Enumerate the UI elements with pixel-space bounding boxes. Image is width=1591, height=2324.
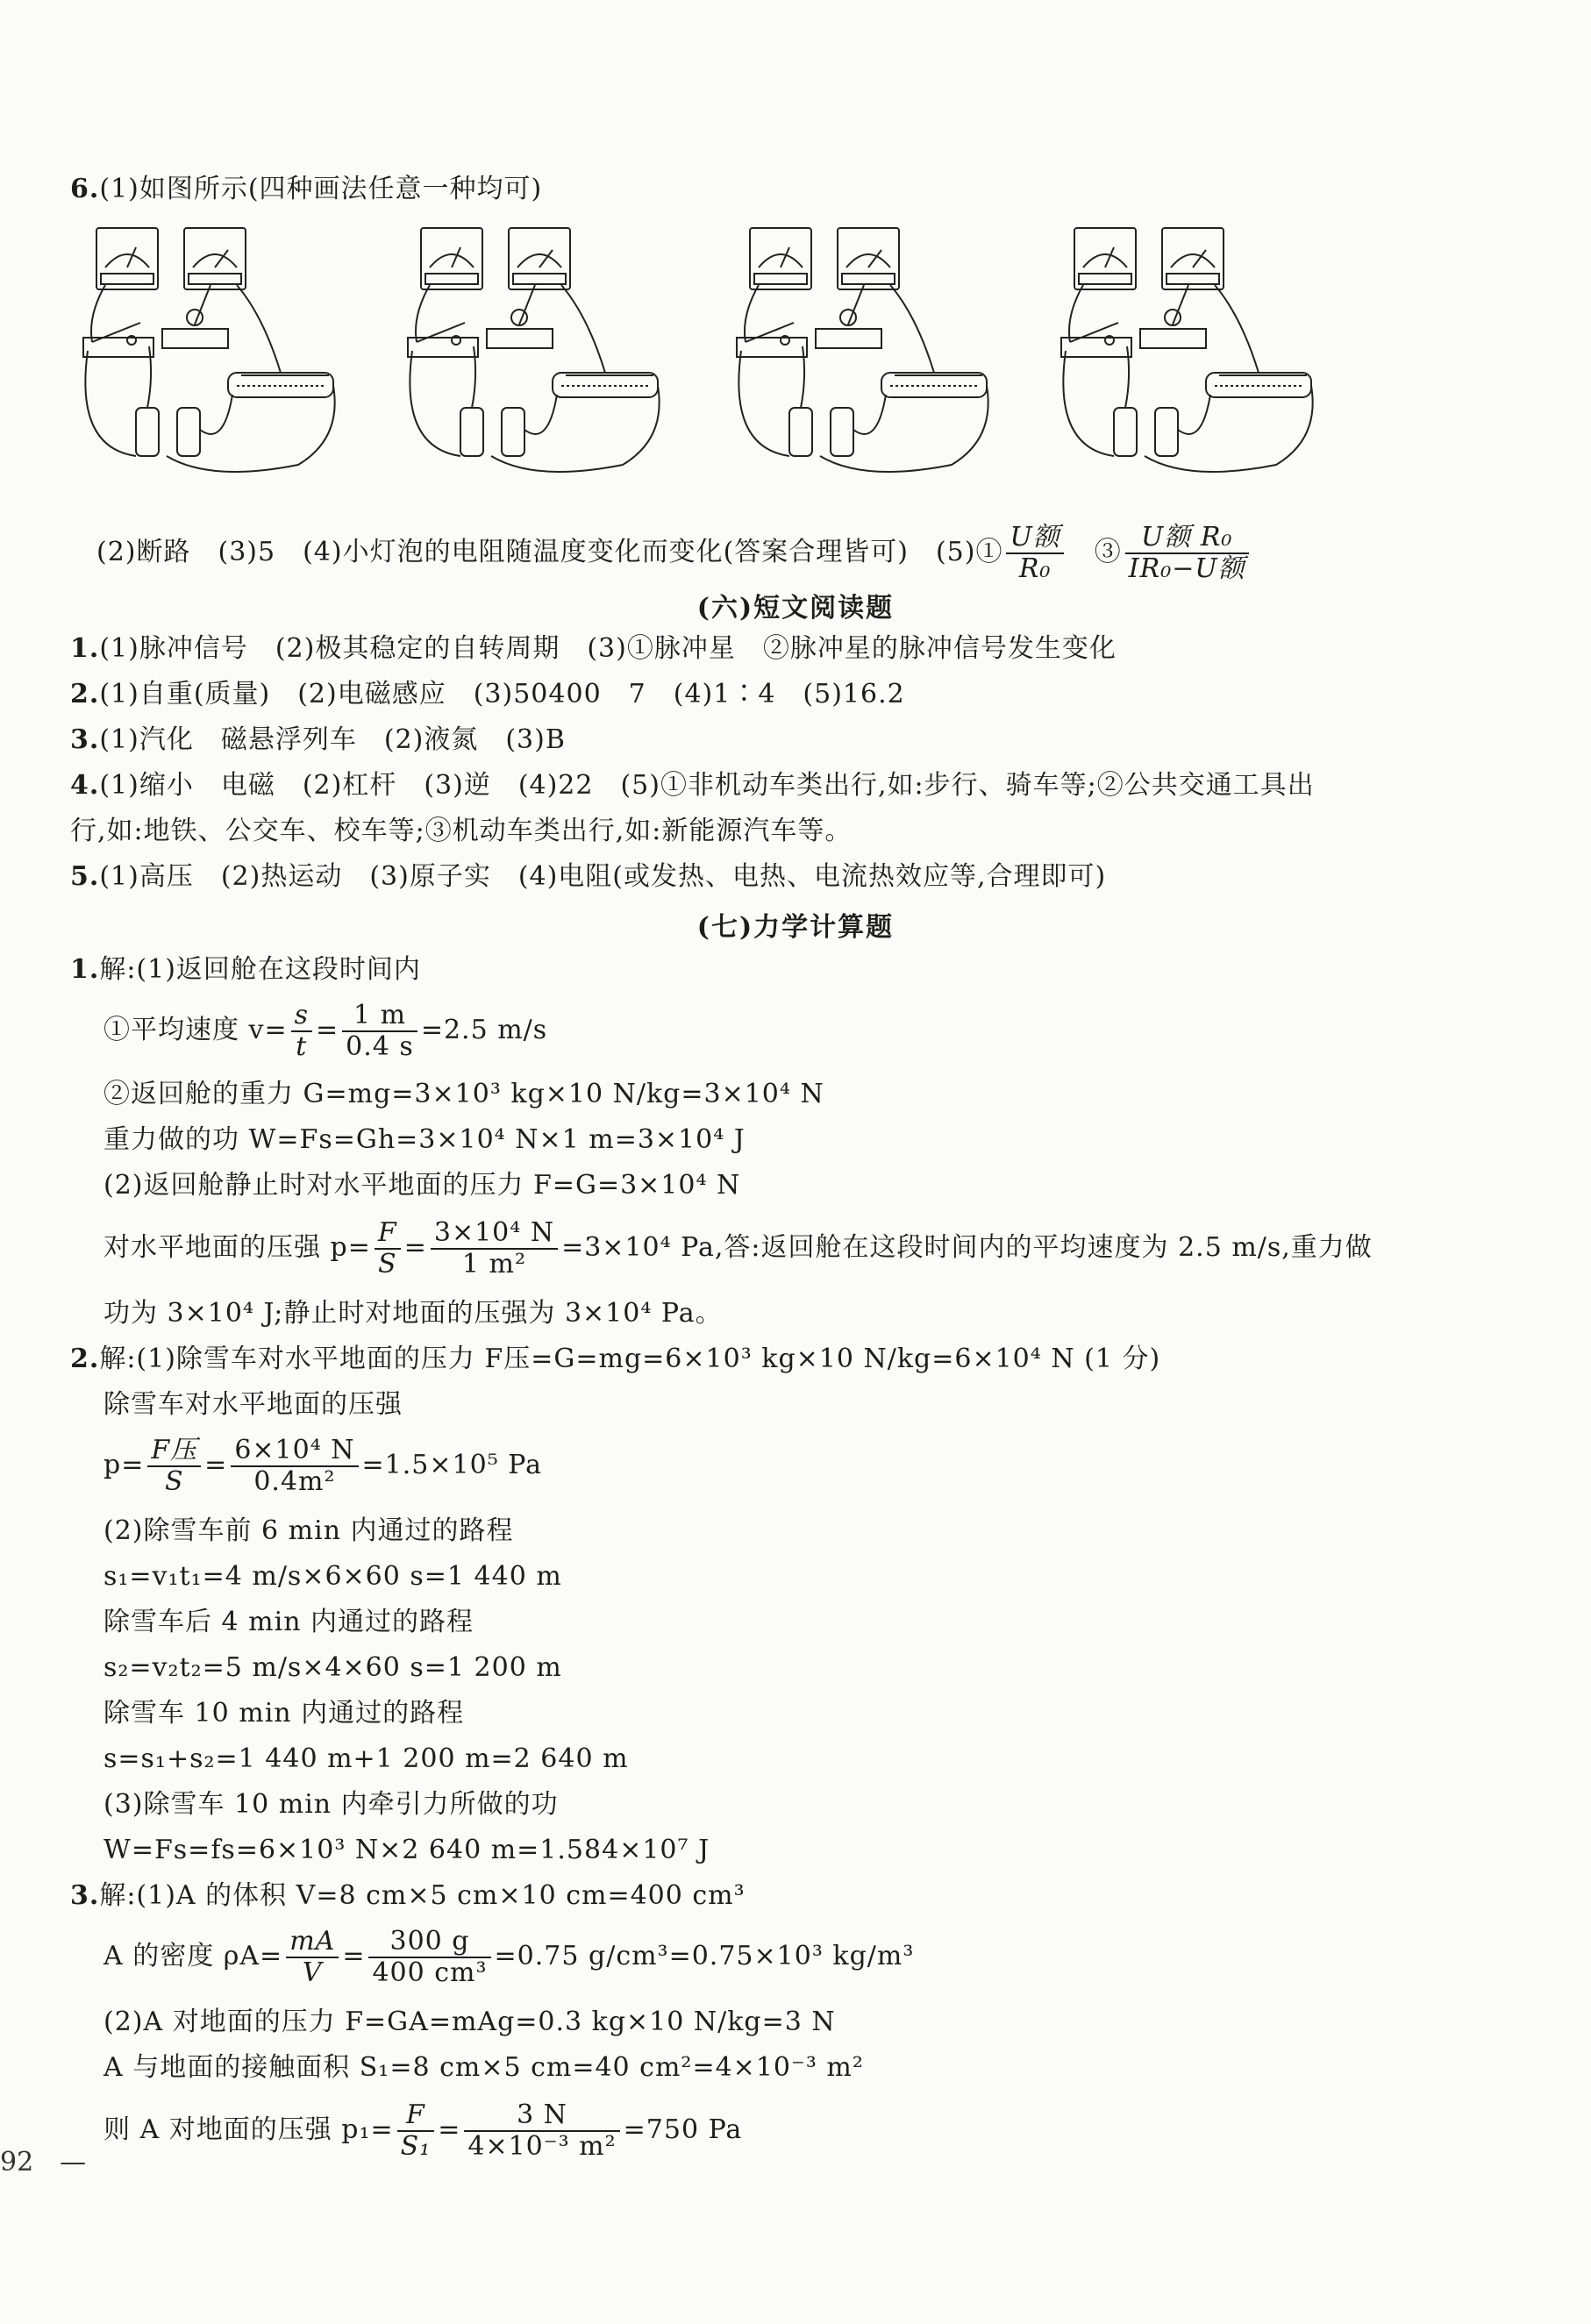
answer-text: (1)汽化 磁悬浮列车 (2)液氮 (3)B bbox=[99, 724, 566, 755]
calc-text: 对水平地面的压强 p= bbox=[103, 1232, 371, 1263]
ammeter-icon bbox=[96, 228, 158, 289]
reading-answer-3 bbox=[70, 723, 566, 758]
fraction-numerator: s bbox=[291, 1001, 312, 1032]
calc1-line5: (2)返回舱静止时对水平地面的压力 F=G=3×10⁴ N bbox=[103, 1170, 741, 1201]
calc-text: 解:(1)A 的体积 V=8 cm×5 cm×10 cm=400 cm³ bbox=[99, 1880, 746, 1911]
calc-text: =0.75 g/cm³=0.75×10³ kg/m³ bbox=[494, 1941, 915, 1971]
answer-text: (1)缩小 电磁 (2)杠杆 (3)逆 (4)22 (5)①非机动车类出行,如:步行、骑车等;②公共交通工具出 bbox=[99, 770, 1315, 801]
reading-answer-5 bbox=[70, 859, 1106, 895]
calc2-line5: s₁=v₁t₁=4 m/s×6×60 s=1 440 m bbox=[103, 1561, 562, 1592]
question-number: 1. bbox=[70, 633, 100, 664]
calc2-line9: s=s₁+s₂=1 440 m+1 200 m=2 640 m bbox=[103, 1743, 629, 1774]
answer-text: (1)脉冲信号 (2)极其稳定的自转周期 (3)①脉冲星 ②脉冲星的脉冲信号发生变化 bbox=[99, 633, 1117, 664]
calc3-line3: (2)A 对地面的压力 F=GA=mAg=0.3 kg×10 N/kg=3 N bbox=[103, 2007, 836, 2037]
fraction-numerator: 3×10⁴ N bbox=[431, 1218, 558, 1250]
section-title-reading: (六)短文阅读题 bbox=[696, 593, 895, 624]
fraction bbox=[147, 1436, 201, 1497]
fraction-denominator: IR₀−U额 bbox=[1128, 553, 1245, 584]
calc1-pressure: 对水平地面的压强 p= $\frac{F}{S}$ = $\frac{\text{3×10⁴ N}}{\text{1 m²}}$ =3×10⁴ Pa,答:返回舱在这段时间内的平均速度为 2.5 m/s,重力做 bbox=[103, 1217, 1373, 1280]
fraction-denominator: 400 cm³ bbox=[372, 1957, 488, 1988]
fraction-numerator: 1 m bbox=[342, 1001, 417, 1032]
section-title-mechanics: (七)力学计算题 bbox=[696, 912, 895, 943]
answer-text: 行,如:地铁、公交车、校车等;③机动车类出行,如:新能源汽车等。 bbox=[70, 816, 853, 846]
calc1-velocity: ①平均速度 v= $\frac{s}{t}$ = $\frac{1 m}{0.4 s}$ =2.5 m/s bbox=[103, 1000, 548, 1062]
fraction-numerator: 300 g bbox=[368, 1927, 490, 1958]
fraction bbox=[342, 1001, 417, 1062]
circuit-diagram bbox=[83, 228, 335, 472]
battery-icon bbox=[177, 408, 200, 456]
fraction bbox=[368, 1927, 490, 1988]
fraction-denominator: S bbox=[164, 1466, 184, 1497]
fraction-numerator: U额 R₀ bbox=[1125, 523, 1249, 554]
reading-answer-1 bbox=[70, 631, 1117, 667]
calc-text: 解:(1)返回舱在这段时间内 bbox=[99, 954, 421, 985]
voltmeter-icon bbox=[184, 228, 246, 289]
calc2-line2: 除雪车对水平地面的压强 bbox=[103, 1389, 403, 1420]
fraction-denominator: S bbox=[378, 1249, 397, 1280]
fraction bbox=[431, 1218, 558, 1280]
calc2-pressure: p= $\frac{\text{F压}}{S}$ = $\frac{\text{6×10⁴ N}}{\text{0.4m²}}$ =1.5×10⁵ Pa bbox=[103, 1435, 542, 1497]
reading-answer-2 bbox=[70, 677, 905, 712]
fraction-denominator: R₀ bbox=[1018, 553, 1052, 584]
answer-text: (1)自重(质量) (2)电磁感应 (3)50400 7 (4)1∶4 (5)16.2 bbox=[99, 679, 905, 709]
calc2-line4: (2)除雪车前 6 min 内通过的路程 bbox=[103, 1515, 514, 1546]
fraction-numerator: F压 bbox=[147, 1436, 201, 1467]
fraction bbox=[231, 1436, 358, 1497]
fraction-denominator: V bbox=[302, 1957, 323, 1988]
q6-part1-text: (1)如图所示(四种画法任意一种均可) bbox=[99, 174, 543, 204]
fraction bbox=[286, 1927, 339, 1988]
reading-answer-4 bbox=[70, 768, 1315, 803]
fraction-numerator: 6×10⁴ N bbox=[231, 1436, 358, 1467]
calc3-line4: A 与地面的接触面积 S₁=8 cm×5 cm=40 cm²=4×10⁻³ m² bbox=[103, 2052, 864, 2083]
calc1-line1 bbox=[70, 952, 421, 987]
fraction-numerator: mA bbox=[286, 1927, 339, 1958]
fraction-denominator: t bbox=[296, 1031, 308, 1062]
calc1-line3: ②返回舱的重力 G=mg=3×10³ kg×10 N/kg=3×10⁴ N bbox=[103, 1079, 824, 1109]
reading-answer-4-cont bbox=[70, 814, 852, 849]
fraction-u-over-r0 bbox=[1006, 523, 1063, 584]
calc1-line7: 功为 3×10⁴ J;静止时对地面的压强为 3×10⁴ Pa。 bbox=[103, 1298, 723, 1329]
q6-part2 bbox=[96, 523, 1252, 584]
fraction bbox=[397, 2100, 435, 2162]
circuit-diagrams bbox=[79, 219, 1412, 482]
fraction-numerator: F bbox=[397, 2100, 435, 2132]
question-number: 4. bbox=[70, 770, 100, 801]
fraction-denominator: 0.4m² bbox=[253, 1466, 336, 1497]
calc-text: =1.5×10⁵ Pa bbox=[361, 1450, 542, 1480]
fraction-denominator: 4×10⁻³ m² bbox=[467, 2131, 617, 2162]
calc-text: 解:(1)除雪车对水平地面的压力 F压=G=mg=6×10³ kg×10 N/kg=6×10⁴ N (1 分) bbox=[99, 1344, 1161, 1374]
calc2-line11: W=Fs=fs=6×10³ N×2 640 m=1.584×10⁷ J bbox=[103, 1835, 710, 1865]
q6-part2-circle3: ③ bbox=[1067, 537, 1122, 567]
calc-text: =2.5 m/s bbox=[420, 1015, 548, 1045]
battery-icon bbox=[136, 408, 159, 456]
calc3-line1 bbox=[70, 1878, 746, 1914]
fraction-denominator: 1 m² bbox=[461, 1249, 527, 1280]
calc2-line8: 除雪车 10 min 内通过的路程 bbox=[103, 1698, 465, 1729]
fraction-numerator: 3 N bbox=[464, 2100, 619, 2132]
fraction bbox=[464, 2100, 619, 2162]
question-number: 2. bbox=[70, 1344, 100, 1374]
question-number: 3. bbox=[70, 724, 100, 755]
calc-text: 则 A 对地面的压强 p₁= bbox=[103, 2114, 394, 2145]
fraction-numerator: F bbox=[375, 1218, 401, 1250]
calc1-line4: 重力做的功 W=Fs=Gh=3×10⁴ N×1 m=3×10⁴ J bbox=[103, 1124, 746, 1155]
fraction-denominator: 0.4 s bbox=[346, 1031, 414, 1062]
q6-part1 bbox=[70, 172, 542, 207]
calc-text: A 的密度 ρA= bbox=[103, 1941, 283, 1971]
calc3-pressure: 则 A 对地面的压强 p₁= $\frac{F}{\text{S₁}}$ = $\frac{3 N}{\text{4×10⁻³ m²}}$ =750 Pa bbox=[103, 2099, 743, 2162]
calc2-line6: 除雪车后 4 min 内通过的路程 bbox=[103, 1607, 474, 1637]
answer-text: (1)高压 (2)热运动 (3)原子实 (4)电阻(或发热、电热、电流热效应等,合理即可) bbox=[99, 861, 1107, 892]
lamp-icon bbox=[162, 329, 228, 348]
fraction bbox=[375, 1218, 401, 1280]
question-number: 1. bbox=[70, 954, 100, 985]
calc2-line7: s₂=v₂t₂=5 m/s×4×60 s=1 200 m bbox=[103, 1652, 562, 1683]
fraction-ur0-over-ir0-minus-u bbox=[1125, 523, 1249, 584]
calc-text: =3×10⁴ Pa,答:返回舱在这段时间内的平均速度为 2.5 m/s,重力做 bbox=[561, 1232, 1373, 1263]
question-number: 5. bbox=[70, 861, 100, 892]
calc2-line1 bbox=[70, 1342, 1160, 1377]
calc-text: ①平均速度 v= bbox=[103, 1015, 288, 1045]
calc-text: p= bbox=[103, 1450, 145, 1480]
q6-number: 6. bbox=[70, 174, 100, 204]
q6-part2-text: (2)断路 (3)5 (4)小灯泡的电阻随温度变化而变化(答案合理皆可) (5)① bbox=[96, 537, 1003, 567]
question-number: 3. bbox=[70, 1880, 100, 1911]
page-number: 92 — bbox=[0, 2147, 87, 2178]
calc-text: =750 Pa bbox=[623, 2114, 743, 2145]
fraction-denominator: S₁ bbox=[400, 2131, 432, 2162]
calc3-density: A 的密度 ρA= $\frac{mA}{V}$ = $\frac{300 g}{\text{400 cm³}}$ =0.75 g/cm³=0.75×10³ kg/m³ bbox=[103, 1926, 915, 1988]
fraction bbox=[291, 1001, 312, 1062]
question-number: 2. bbox=[70, 679, 100, 709]
calc2-line10: (3)除雪车 10 min 内牵引力所做的功 bbox=[103, 1789, 559, 1820]
fraction-numerator: U额 bbox=[1006, 523, 1063, 554]
